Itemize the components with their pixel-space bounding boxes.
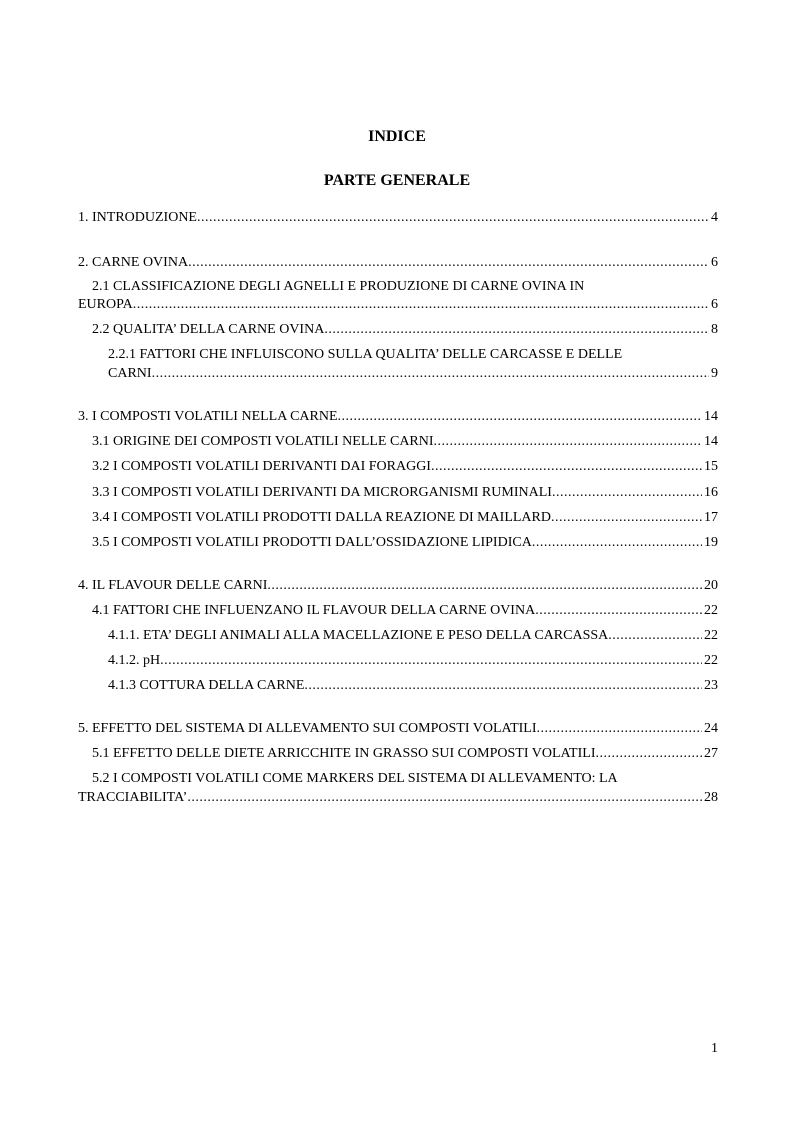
toc-entry-fattori-qualita[interactable]	[108, 365, 718, 383]
toc-entry-label: 4.1.2. pH	[108, 653, 161, 668]
toc-entry-ossidazione-lipidica[interactable]	[92, 534, 718, 552]
toc-entry-page: 8	[711, 322, 718, 337]
toc-entry-diete-grasso[interactable]	[92, 745, 718, 763]
toc-leader-dots	[197, 209, 709, 227]
toc-leader-dots	[537, 720, 702, 738]
toc-entry-ph[interactable]	[108, 652, 718, 670]
toc-entry-page: 9	[711, 366, 718, 381]
toc-entry-page: 20	[704, 578, 718, 593]
toc-leader-dots	[434, 433, 702, 451]
toc-entry-label: 3.3 I COMPOSTI VOLATILI DERIVANTI DA MICRORGANISMI RUMINALI	[92, 485, 552, 500]
toc-entry-label: 4.1.3 COTTURA DELLA CARNE	[108, 678, 305, 693]
toc-leader-dots	[551, 509, 702, 527]
toc-entry-flavour-carni[interactable]	[78, 577, 718, 595]
toc-entry-carne-ovina[interactable]	[78, 254, 718, 272]
toc-leader-dots	[338, 408, 702, 426]
toc-leader-dots	[552, 484, 702, 502]
toc-entry-page: 6	[711, 297, 718, 312]
toc-entry-label: 2. CARNE OVINA	[78, 255, 189, 270]
toc-entry-label: 3.2 I COMPOSTI VOLATILI DERIVANTI DAI FORAGGI	[92, 459, 431, 474]
toc-entry-label-line2: CARNI	[108, 366, 152, 381]
toc-entry-label: 3.5 I COMPOSTI VOLATILI PRODOTTI DALL’OSSIDAZIONE LIPIDICA	[92, 535, 532, 550]
toc-entry-qualita-carne[interactable]	[92, 321, 718, 339]
toc-entry-label-line1[interactable]: 2.2.1 FATTORI CHE INFLUISCONO SULLA QUALITA’ DELLE CARCASSE E DELLE	[108, 347, 623, 362]
toc-entry-reazione-maillard[interactable]	[92, 509, 718, 527]
toc-entry-page: 4	[711, 210, 718, 225]
toc-leader-dots	[431, 458, 702, 476]
page-title: INDICE	[368, 128, 426, 145]
toc-entry-page: 28	[704, 790, 718, 805]
toc-leader-dots	[595, 745, 702, 763]
toc-entry-label: 4.1 FATTORI CHE INFLUENZANO IL FLAVOUR DELLA CARNE OVINA	[92, 603, 536, 618]
toc-entry-page: 22	[704, 603, 718, 618]
toc-entry-composti-microrganismi[interactable]	[92, 484, 718, 502]
toc-entry-page: 6	[711, 255, 718, 270]
toc-entry-introduzione[interactable]	[78, 209, 718, 227]
toc-leader-dots	[152, 365, 709, 383]
toc-entry-page: 22	[704, 653, 718, 668]
toc-entry-label-line1[interactable]: 5.2 I COMPOSTI VOLATILI COME MARKERS DEL SISTEMA DI ALLEVAMENTO: LA	[92, 771, 618, 786]
toc-entry-origine-composti[interactable]	[92, 433, 718, 451]
toc-entry-label: 5.1 EFFETTO DELLE DIETE ARRICCHITE IN GRASSO SUI COMPOSTI VOLATILI	[92, 746, 596, 761]
toc-leader-dots	[535, 602, 702, 620]
toc-entry-page: 14	[704, 434, 718, 449]
toc-leader-dots	[160, 652, 702, 670]
toc-entry-page: 17	[704, 510, 718, 525]
toc-entry-label: 4.1.1. ETA’ DEGLI ANIMALI ALLA MACELLAZIONE E PESO DELLA CARCASSA	[108, 628, 609, 643]
toc-entry-page: 27	[704, 746, 718, 761]
page-number: 1	[711, 1041, 718, 1056]
toc-entry-fattori-flavour[interactable]	[92, 602, 718, 620]
toc-entry-label: 3.4 I COMPOSTI VOLATILI PRODOTTI DALLA REAZIONE DI MAILLARD	[92, 510, 551, 525]
toc-entry-label: 5. EFFETTO DEL SISTEMA DI ALLEVAMENTO SUI COMPOSTI VOLATILI	[78, 721, 537, 736]
toc-entry-page: 14	[704, 409, 718, 424]
toc-entry-composti-volatili[interactable]	[78, 408, 718, 426]
toc-entry-page: 22	[704, 628, 718, 643]
toc-entry-page: 19	[704, 535, 718, 550]
toc-leader-dots	[133, 296, 709, 314]
toc-entry-page: 24	[704, 721, 718, 736]
toc-leader-dots	[267, 577, 702, 595]
toc-entry-page: 23	[704, 678, 718, 693]
toc-entry-label: 1. INTRODUZIONE	[78, 210, 197, 225]
toc-entry-tracciabilita[interactable]	[78, 789, 718, 807]
toc-leader-dots	[187, 789, 702, 807]
toc-entry-composti-foraggi[interactable]	[92, 458, 718, 476]
toc-entry-eta-animali[interactable]	[108, 627, 718, 645]
toc-entry-label-line2: TRACCIABILITA’	[78, 790, 188, 805]
toc-entry-classificazione-agnelli[interactable]	[78, 296, 718, 314]
toc-entry-page: 15	[704, 459, 718, 474]
toc-entry-label-line1[interactable]: 2.1 CLASSIFICAZIONE DEGLI AGNELLI E PRODUZIONE DI CARNE OVINA IN	[92, 279, 585, 294]
toc-leader-dots	[304, 677, 702, 695]
toc-leader-dots	[324, 321, 709, 339]
toc-entry-label: 4. IL FLAVOUR DELLE CARNI	[78, 578, 268, 593]
toc-leader-dots	[532, 534, 702, 552]
toc-leader-dots	[608, 627, 702, 645]
toc-entry-cottura-carne[interactable]	[108, 677, 718, 695]
toc-entry-label-line2: EUROPA	[78, 297, 133, 312]
toc-leader-dots	[188, 254, 709, 272]
toc-entry-label: 3.1 ORIGINE DEI COMPOSTI VOLATILI NELLE CARNI	[92, 434, 434, 449]
toc-entry-sistema-allevamento[interactable]	[78, 720, 718, 738]
toc-entry-label: 2.2 QUALITA’ DELLA CARNE OVINA	[92, 322, 325, 337]
toc-entry-page: 16	[704, 485, 718, 500]
toc-entry-label: 3. I COMPOSTI VOLATILI NELLA CARNE	[78, 409, 338, 424]
section-title: PARTE GENERALE	[323, 172, 471, 189]
